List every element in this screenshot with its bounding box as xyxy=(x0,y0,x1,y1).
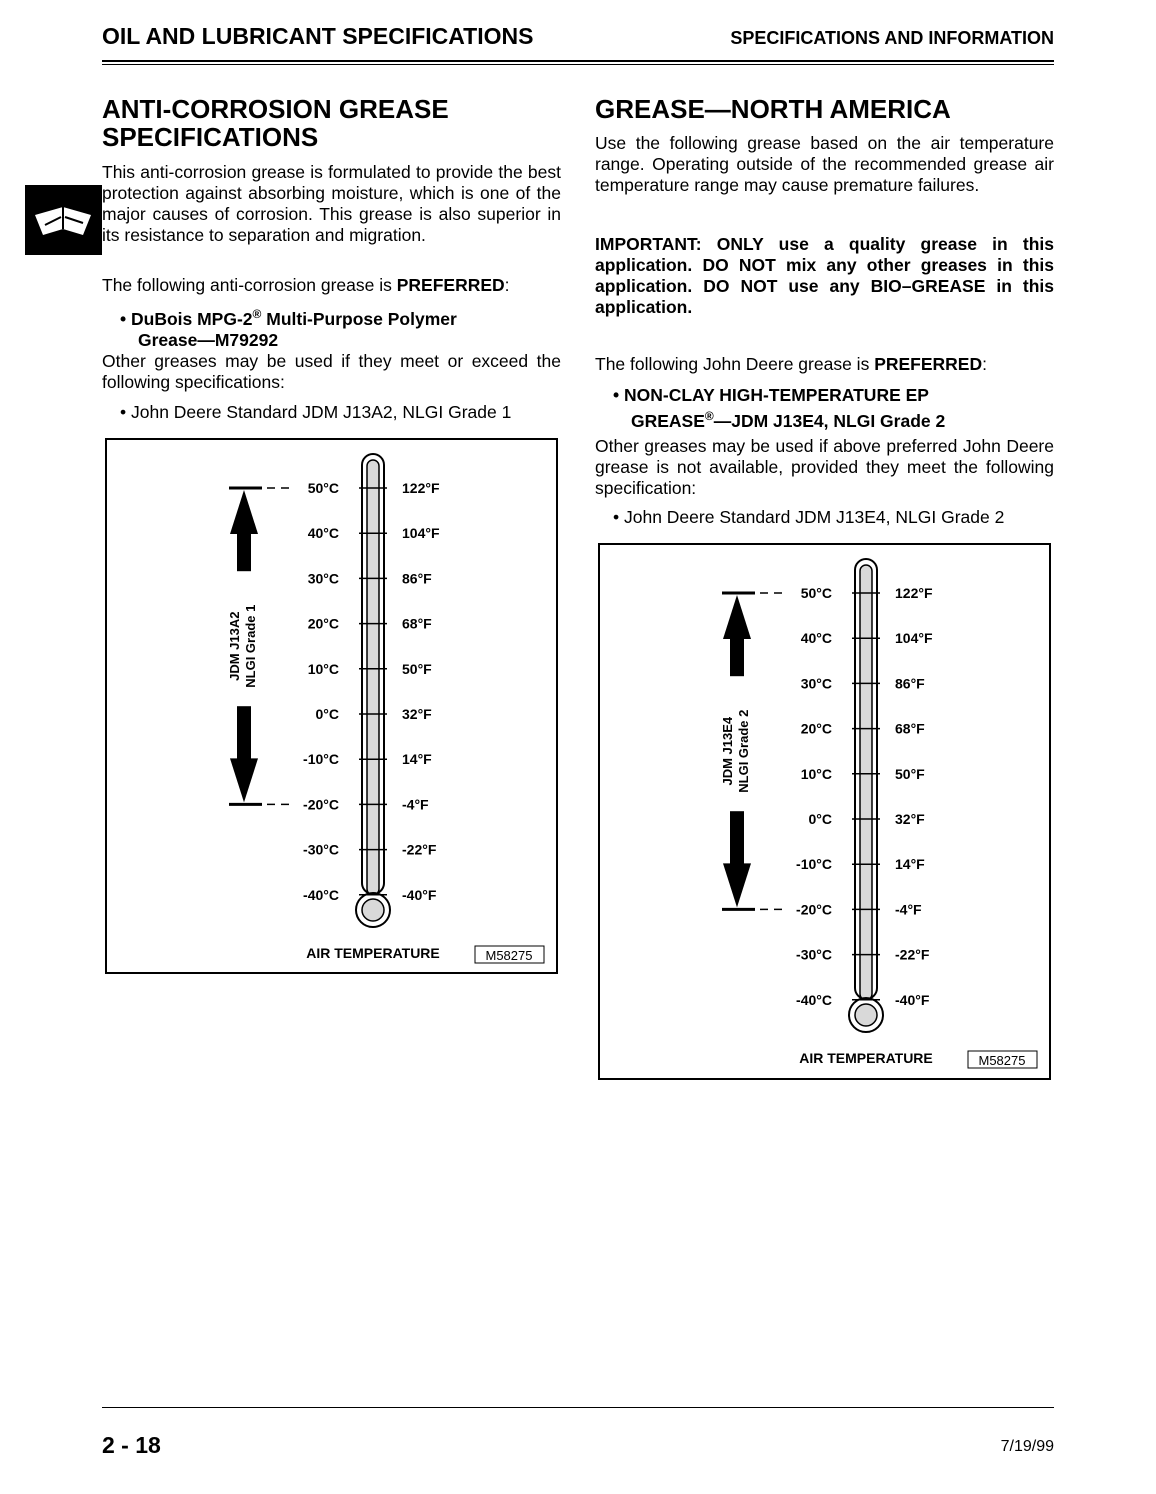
left-preferred-prefix: The following anti-corrosion grease is xyxy=(102,275,397,295)
thermometer-tube-inner xyxy=(367,460,379,895)
left-temperature-chart xyxy=(105,438,558,974)
left-bullet-dubois-c: Grease—M79292 xyxy=(138,329,279,350)
registered-mark: ® xyxy=(252,307,262,321)
section-title: OIL AND LUBRICANT SPECIFICATIONS xyxy=(102,23,534,49)
header-rule xyxy=(102,60,1054,62)
celsius-label: -20°C xyxy=(303,796,339,813)
celsius-label: -40°C xyxy=(796,991,832,1008)
fahrenheit-label: 122°F xyxy=(402,480,440,496)
header-rule-thin xyxy=(102,64,1054,65)
fahrenheit-label: -40°F xyxy=(402,886,437,903)
range-shaft-bottom xyxy=(237,706,251,760)
right-bullet-nonclay-a: • NON-CLAY HIGH-TEMPERATURE EP xyxy=(613,385,929,405)
celsius-label: 50°C xyxy=(800,585,832,601)
celsius-label: 40°C xyxy=(307,525,339,542)
chapter-title: SPECIFICATIONS AND INFORMATION xyxy=(730,28,1054,48)
right-heading: GREASE—NORTH AMERICA xyxy=(595,94,951,124)
fahrenheit-label: 104°F xyxy=(402,525,440,542)
fahrenheit-label: 14°F xyxy=(402,751,432,768)
right-temperature-chart xyxy=(598,543,1051,1080)
fahrenheit-label: -40°F xyxy=(895,991,930,1008)
range-label-group xyxy=(720,710,751,793)
fahrenheit-label: -22°F xyxy=(402,841,437,858)
important-text: ONLY use a quality grease in this application. DO NOT mix any other greases in this application. DO NOT use any BIO–GREASE in this application. xyxy=(595,234,1054,317)
revision-date: 7/19/99 xyxy=(1000,1438,1054,1455)
fahrenheit-label: 32°F xyxy=(402,706,432,722)
footer-rule xyxy=(102,1407,1054,1408)
fahrenheit-label: 50°F xyxy=(895,765,925,782)
celsius-label: 30°C xyxy=(800,675,832,692)
celsius-label: 40°C xyxy=(800,630,832,647)
celsius-label: 10°C xyxy=(307,660,339,677)
left-preferred-suffix: : xyxy=(504,275,510,295)
left-heading: ANTI-CORROSION GREASE SPECIFICATIONS xyxy=(102,94,449,152)
left-thermometer-svg xyxy=(107,440,556,972)
range-shaft-top xyxy=(237,532,251,571)
celsius-label: 20°C xyxy=(307,615,339,632)
celsius-label: 50°C xyxy=(307,480,339,496)
thermometer-tube-inner xyxy=(860,565,872,1000)
page-number: 2 - 18 xyxy=(102,1432,161,1458)
fahrenheit-label: 86°F xyxy=(895,675,925,692)
right-bullet-jdm: • John Deere Standard JDM J13E4, NLGI Grade 2 xyxy=(613,507,1005,527)
fahrenheit-label: 68°F xyxy=(895,720,925,737)
celsius-label: 30°C xyxy=(307,570,339,587)
celsius-label: -10°C xyxy=(796,856,832,873)
range-shaft-top xyxy=(730,637,744,676)
fahrenheit-label: 14°F xyxy=(895,856,925,873)
fahrenheit-label: -4°F xyxy=(402,796,429,813)
right-preferred-suffix: : xyxy=(982,354,987,374)
left-other-greases: Other greases may be used if they meet or exceed the following specifications: xyxy=(102,351,561,392)
celsius-label: -20°C xyxy=(796,901,832,918)
chart-caption: AIR TEMPERATURE xyxy=(306,945,440,961)
right-intro-paragraph: Use the following grease based on the air temperature range. Operating outside of the recommended grease air temperature range may cause premature failures. xyxy=(595,133,1054,195)
right-preferred-line xyxy=(595,354,1054,375)
important-note xyxy=(595,234,1054,318)
range-shaft-bottom xyxy=(730,811,744,865)
right-bullet-nonclay xyxy=(613,385,1053,432)
celsius-label: 10°C xyxy=(800,765,832,782)
range-arrowhead-down xyxy=(723,863,751,907)
celsius-label: -30°C xyxy=(796,946,832,963)
left-bullet-dubois-b: Multi-Purpose Polymer xyxy=(261,308,457,329)
left-preferred-line xyxy=(102,275,561,296)
celsius-label: -10°C xyxy=(303,751,339,768)
fahrenheit-label: 68°F xyxy=(402,615,432,632)
figure-id: M58275 xyxy=(978,1053,1026,1068)
fahrenheit-label: 50°F xyxy=(402,660,432,677)
fahrenheit-label: 122°F xyxy=(895,585,933,601)
figure-id: M58275 xyxy=(485,948,533,963)
range-label-grade: NLGI Grade 2 xyxy=(736,709,751,793)
range-label-spec: JDM J13E4 xyxy=(720,716,735,786)
right-thermometer-svg xyxy=(600,545,1049,1078)
left-preferred-word: PREFERRED xyxy=(396,275,505,295)
fahrenheit-label: -22°F xyxy=(895,946,930,963)
registered-mark-right: ® xyxy=(704,409,714,423)
right-bullet-nonclay-b: GREASE xyxy=(631,410,705,431)
celsius-label: 0°C xyxy=(315,706,339,722)
book-tab-icon xyxy=(25,185,102,255)
right-preferred-word: PREFERRED xyxy=(874,354,983,374)
fahrenheit-label: -4°F xyxy=(895,901,922,918)
range-label-spec: JDM J13A2 xyxy=(227,611,242,681)
range-label-grade: NLGI Grade 1 xyxy=(243,604,258,688)
left-bullet-dubois xyxy=(120,304,560,351)
fahrenheit-label: 32°F xyxy=(895,811,925,827)
left-bullet-jdm: • John Deere Standard JDM J13A2, NLGI Grade 1 xyxy=(120,402,512,422)
thermometer-bulb-inner xyxy=(362,899,384,921)
celsius-label: -40°C xyxy=(303,886,339,903)
left-bullet-dubois-a: • DuBois MPG-2 xyxy=(120,308,253,329)
left-intro-paragraph: This anti-corrosion grease is formulated to provide the best protection against absorbing moisture, which is one of the major causes of corrosion. This grease is also superior in its resistance to separation and migration. xyxy=(102,162,561,245)
fahrenheit-label: 86°F xyxy=(402,570,432,587)
right-bullet-nonclay-c: —JDM J13E4, NLGI Grade 2 xyxy=(713,410,946,431)
celsius-label: 20°C xyxy=(800,720,832,737)
range-arrowhead-down xyxy=(230,758,258,802)
right-preferred-prefix: The following John Deere grease is xyxy=(595,354,875,374)
right-other-greases: Other greases may be used if above preferred John Deere grease is not available, provided they meet the following specification: xyxy=(595,436,1054,498)
range-arrowhead-up xyxy=(230,490,258,534)
important-label: IMPORTANT: xyxy=(595,234,702,254)
range-label-group xyxy=(227,605,258,688)
celsius-label: -30°C xyxy=(303,841,339,858)
celsius-label: 0°C xyxy=(808,811,832,827)
range-arrowhead-up xyxy=(723,595,751,639)
fahrenheit-label: 104°F xyxy=(895,630,933,647)
thermometer-bulb-inner xyxy=(855,1004,877,1026)
chart-caption: AIR TEMPERATURE xyxy=(799,1050,933,1066)
